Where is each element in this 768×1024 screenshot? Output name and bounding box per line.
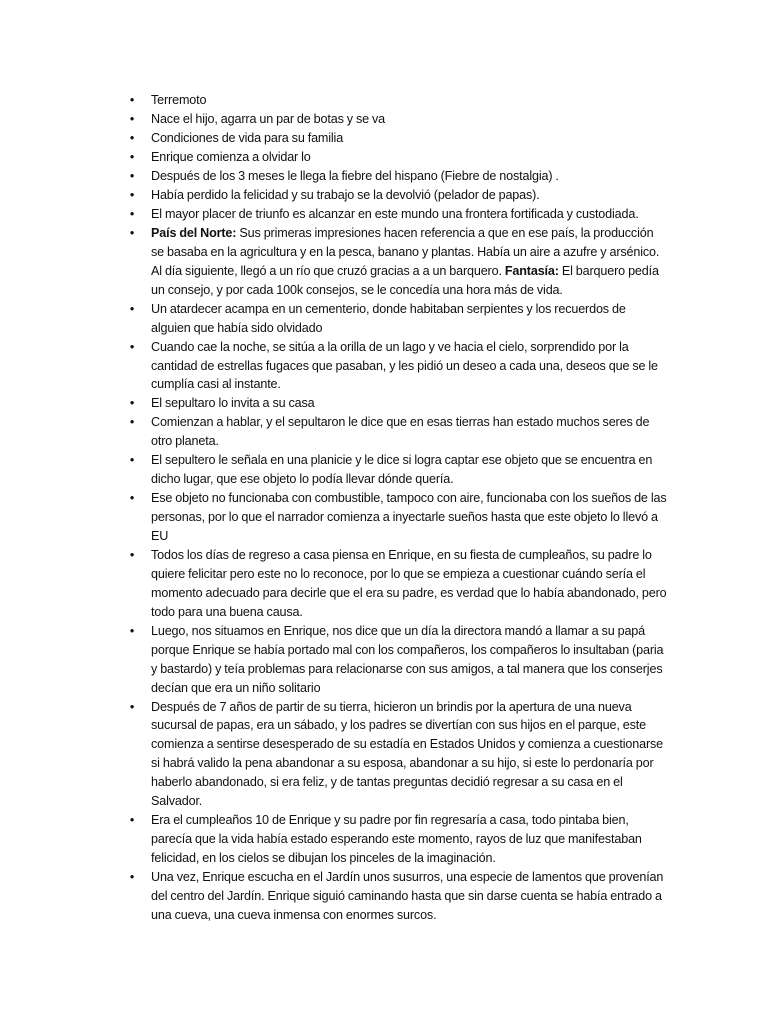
bullet-icon: • — [129, 207, 135, 221]
list-item — [127, 300, 667, 338]
bullet-icon: • — [129, 491, 135, 506]
list-item — [127, 148, 667, 167]
bullet-icon: • — [129, 93, 135, 107]
list-item-text: El barquero pedía un consejo, y por cada 100k consejos, se le concedía una hora más de vida. — [151, 263, 659, 297]
list-item — [127, 489, 667, 546]
bullet-icon: • — [129, 548, 135, 563]
bullet-icon: • — [129, 813, 135, 828]
list-item-text: Condiciones de vida para su familia — [151, 131, 344, 145]
list-item-text: Después de 7 años de partir de su tierra, hicieron un brindis por la apertura de una nueva sucursal de papas, era un sábado, y los padres se divertían con sus hijos en el parque, este comienza a sentirse desesperado de su estadía en Estados Unidos y comienza a cuestionarse si habrá valido la pena abandonar a su esposa, abandonar a su hijo, si este lo perdonaría por haberlo abandonado, si era feliz, y de tantas preguntas decidió regresar a su casa en el Salvador. — [151, 699, 663, 809]
list-item — [127, 224, 667, 300]
bullet-icon: • — [129, 699, 135, 714]
list-item — [127, 91, 667, 110]
list-item — [127, 129, 667, 148]
bullet-icon: • — [129, 301, 135, 316]
list-item — [127, 186, 667, 205]
list-item-text: Comienzan a hablar, y el sepultaron le dice que en esas tierras han estado muchos seres de otro planeta. — [151, 415, 650, 449]
bullet-icon: • — [129, 396, 135, 411]
list-item — [127, 622, 667, 698]
bullet-icon: • — [129, 623, 135, 638]
list-item — [127, 868, 667, 925]
bullet-icon: • — [129, 188, 135, 202]
bullet-icon: • — [129, 112, 135, 126]
bullet-list — [127, 91, 667, 925]
list-item-text: El sepultero le señala en una planicie y le dice si logra captar ese objeto que se encuentra en dicho lugar, que ese objeto lo podía llevar dónde quería. — [151, 453, 653, 487]
bullet-icon: • — [129, 169, 135, 183]
inline-heading: Fantasía: — [504, 263, 559, 278]
list-item — [127, 413, 667, 451]
list-item-text: Todos los días de regreso a casa piensa en Enrique, en su fiesta de cumpleaños, su padre lo quiere felicitar pero este no lo reconoce, por lo que se empieza a cuestionar cuándo sería el momento adecuado para decirle que el era su padre, es verdad que lo había abandonado, pero todo para una buena causa. — [151, 548, 667, 619]
bullet-icon: • — [129, 869, 135, 884]
list-item — [127, 811, 667, 868]
list-item-text: Ese objeto no funcionaba con combustible, tampoco con aire, funcionaba con los sueños de las personas, por lo que el narrador comienza a inyectarle sueños hasta que este objeto lo llevó a EU — [151, 491, 667, 544]
list-item — [127, 205, 667, 224]
list-item-text: Nace el hijo, agarra un par de botas y se va — [151, 112, 386, 126]
list-item — [127, 451, 667, 489]
section-heading: País del Norte: — [151, 226, 237, 240]
list-item-text: Era el cumpleaños 10 de Enrique y su padre por fin regresaría a casa, todo pintaba bien, parecía que la vida había estado esperando este momento, rayos de luz que manifestaban felicidad, en los cielos se dibujan los pinceles de la imaginación. — [151, 813, 642, 865]
list-item-text: Enrique comienza a olvidar lo — [151, 150, 311, 164]
list-item — [127, 110, 667, 129]
bullet-icon: • — [129, 453, 135, 468]
list-item — [127, 546, 667, 622]
list-item-text: Un atardecer acampa en un cementerio, donde habitaban serpientes y los recuerdos de alguien que había sido olvidado — [151, 301, 626, 335]
list-item-text: Había perdido la felicidad y su trabajo se la devolvió (pelador de papas). — [151, 188, 540, 202]
bullet-icon: • — [129, 415, 135, 430]
list-item-text: Cuando cae la noche, se sitúa a la orilla de un lago y ve hacia el cielo, sorprendido por la cantidad de estrellas fugaces que pasaban, y les pidió un deseo a cada una, deseos que se le cumplía casi al instante. — [151, 339, 658, 392]
list-item-text: Sus primeras impresiones hacen referencia a que en ese país, la producción se basaba en la agricultura y en la pesca, banano y plantas. Había un aire a azufre y arsénico. Al día siguiente, llegó a un río que cruzó gracias a a un barquero. — [151, 226, 660, 278]
bullet-icon: • — [129, 131, 135, 145]
bullet-icon: • — [129, 339, 135, 354]
list-item-text: Después de los 3 meses le llega la fiebre del hispano (Fiebre de nostalgia) . — [151, 169, 559, 183]
list-item-text: El mayor placer de triunfo es alcanzar en este mundo una frontera fortificada y custodiada. — [151, 207, 639, 221]
list-item — [127, 394, 667, 413]
list-item — [127, 338, 667, 395]
list-item-text: Luego, nos situamos en Enrique, nos dice que un día la directora mandó a llamar a su papá porque Enrique se había portado mal con los compañeros, los compañeros lo insultaban (paria y bastardo) y teía problemas para relacionarse con sus amigos, a tal manera que los conserjes decían que era un niño solitario — [151, 623, 664, 695]
list-item-text: Una vez, Enrique escucha en el Jardín unos susurros, una especie de lamentos que provenían del centro del Jardín. Enrique siguió caminando hasta que sin darse cuenta se había entrado a una cueva, una cueva inmensa con enormes surcos. — [151, 869, 664, 922]
list-item — [127, 167, 667, 186]
bullet-icon: • — [129, 226, 135, 240]
list-item — [127, 698, 667, 811]
list-item-text: Terremoto — [151, 93, 207, 107]
bullet-icon: • — [129, 150, 135, 164]
list-item-text: El sepultaro lo invita a su casa — [151, 396, 315, 411]
